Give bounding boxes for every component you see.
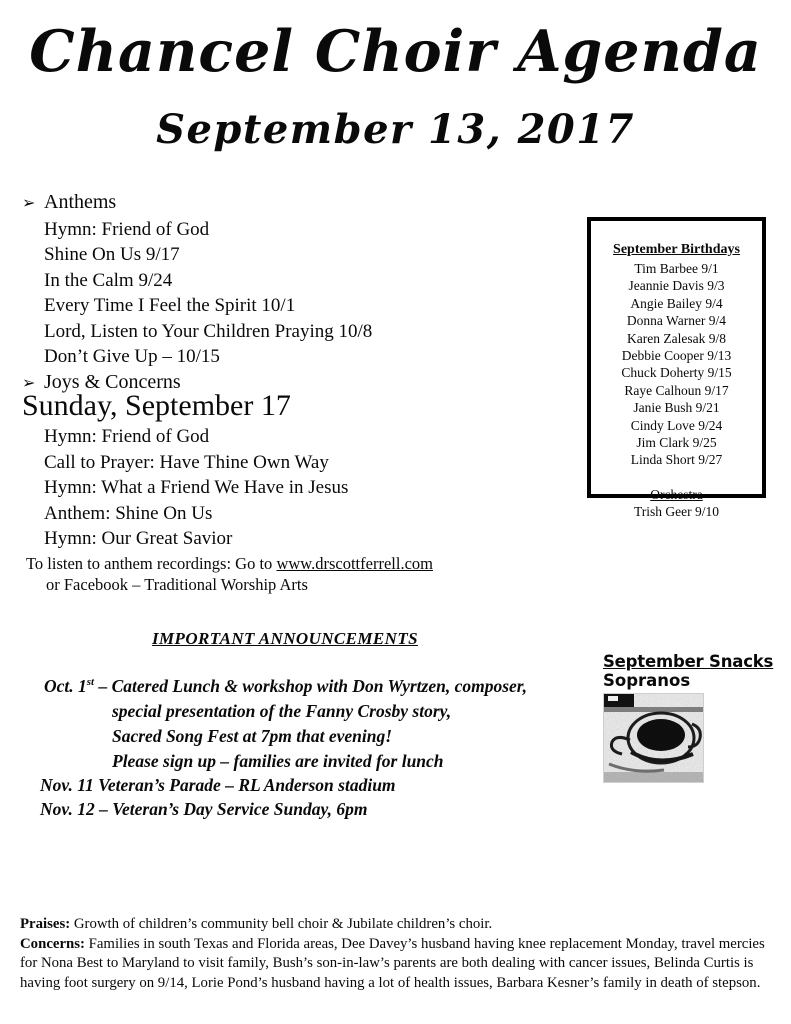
birthday-entry: Angie Bailey 9/4 <box>630 295 723 311</box>
sunday-item: Anthem: Shine On Us <box>44 502 213 524</box>
sunday-item: Hymn: Our Great Savior <box>44 528 233 549</box>
birthday-entry: Chuck Doherty 9/15 <box>621 365 732 381</box>
announcements-heading: IMPORTANT ANNOUNCEMENTS <box>152 629 418 648</box>
sunday-heading: Sunday, September 17 <box>22 389 291 422</box>
oct-date-prefix: Oct. 1 <box>44 675 87 696</box>
concerns-label: Concerns: <box>20 935 85 952</box>
sunday-item: Hymn: Friend of God <box>44 426 210 447</box>
arrow-bullet-icon: ➢ <box>22 374 36 392</box>
oct-announcement-line: special presentation of the Fanny Crosby story, <box>112 700 452 721</box>
facebook-note: or Facebook – Traditional Worship Arts <box>46 575 308 594</box>
birthday-entry: Jim Clark 9/25 <box>636 435 717 451</box>
joys-concerns-heading: Joys & Concerns <box>44 370 181 393</box>
birthday-entry: Tim Barbee 9/1 <box>634 261 719 276</box>
anthem-item: In the Calm 9/24 <box>44 269 173 291</box>
page-date: September 13, 2017 <box>156 106 635 153</box>
oct-announcement-line: Please sign up – families are invited for lunch <box>112 750 444 771</box>
page-title: Chancel Choir Agenda <box>29 18 762 85</box>
concerns-line <box>20 935 770 994</box>
birthday-entry: Janie Bush 9/21 <box>633 400 720 416</box>
birthdays-title: September Birthdays <box>613 242 740 257</box>
birthdays-box <box>587 217 766 520</box>
website-link[interactable]: www.drscottferrell.com <box>276 554 433 573</box>
recordings-note <box>26 553 546 595</box>
anthem-item: Every Time I Feel the Spirit 10/1 <box>44 295 296 316</box>
anthem-item: Shine On Us 9/17 <box>44 244 180 265</box>
birthday-entry: Jeannie Davis 9/3 <box>628 278 725 294</box>
birthday-entry: Donna Warner 9/4 <box>626 313 727 329</box>
arrow-bullet-icon: ➢ <box>22 195 36 212</box>
anthems-heading: Anthems <box>44 191 117 213</box>
oct-announcement-line <box>44 670 589 699</box>
nov-announcement-line: Nov. 11 Veteran’s Parade – RL Anderson stadium <box>40 775 396 795</box>
birthday-entry: Linda Short 9/27 <box>630 452 723 468</box>
announcements-body <box>44 670 589 774</box>
november-announcements <box>40 773 585 821</box>
orchestra-title: Orchestra <box>650 486 703 502</box>
prayer-list <box>20 915 770 993</box>
birthday-entry: Cindy Love 9/24 <box>630 417 723 433</box>
birthday-entry: Raye Calhoun 9/17 <box>624 382 729 398</box>
snacks-section <box>603 652 783 783</box>
anthems-section <box>22 190 542 396</box>
anthems-heading-row <box>22 190 542 217</box>
sunday-item: Call to Prayer: Have Thine Own Way <box>44 451 329 473</box>
spacer <box>591 469 762 486</box>
anthem-item: Hymn: Friend of God <box>44 218 210 240</box>
coffee-cup-image <box>604 694 703 782</box>
praises-label: Praises: <box>20 916 71 932</box>
praises-text: Growth of children’s community bell choir & Jubilate children’s choir. <box>70 916 493 932</box>
snacks-group: Sopranos <box>603 671 691 690</box>
coffee-cup-photo <box>603 693 704 783</box>
nov-announcement-line: Nov. 12 – Veteran’s Day Service Sunday, 6pm <box>40 799 368 819</box>
recordings-text: To listen to anthem recordings: Go to <box>26 554 277 573</box>
birthday-entry: Karen Zalesak 9/8 <box>627 330 726 346</box>
anthem-item: Don’t Give Up – 10/15 <box>44 346 220 367</box>
orchestra-entry: Trish Geer 9/10 <box>633 504 719 520</box>
sunday-service-section <box>22 388 542 552</box>
sunday-item: Hymn: What a Friend We Have in Jesus <box>44 477 349 498</box>
anthem-item: Lord, Listen to Your Children Praying 10/8 <box>44 320 373 342</box>
oct-announcement-rest: – Catered Lunch & workshop with Don Wyrtzen, composer, <box>94 675 528 696</box>
ordinal-suffix: st <box>86 676 95 688</box>
snacks-title: September Snacks <box>603 652 774 671</box>
praises-line <box>20 915 770 935</box>
birthday-entry: Debbie Cooper 9/13 <box>621 348 732 364</box>
oct-announcement-line: Sacred Song Fest at 7pm that evening! <box>112 725 393 746</box>
concerns-text: Families in south Texas and Florida areas, Dee Davey’s husband having knee replacement Monday, travel mercies for Nona Best to Maryland to visit family, Bush’s son-in-law’s parents are both dealing with cancer issues, Belinda Curtis is having foot surgery on 9/14, Lorie Pond’s husband having a lot of health issues, Barbara Kesner’s family in death of stepson. <box>20 935 765 991</box>
